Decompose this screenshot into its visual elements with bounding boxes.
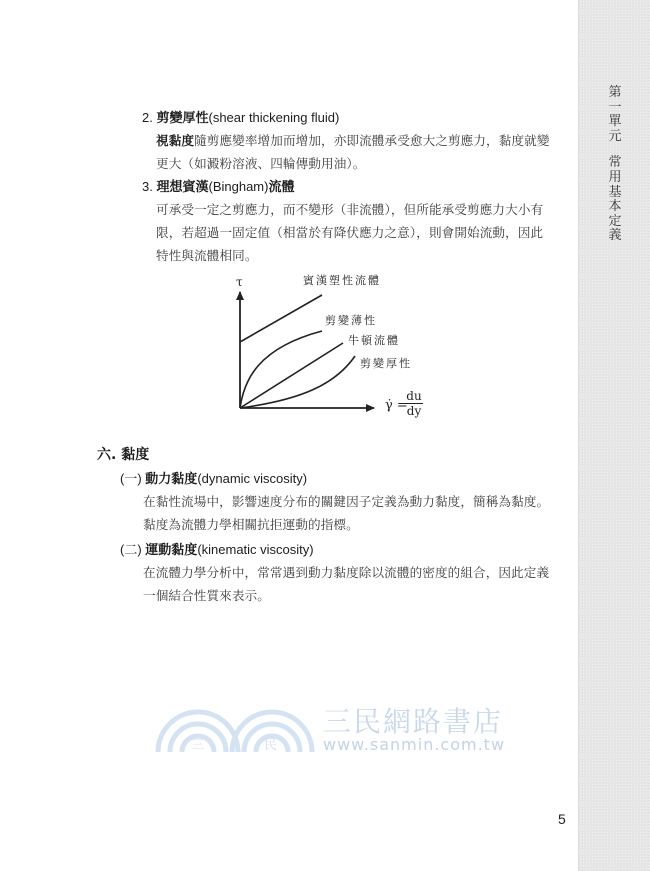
chapter-char: 單 [608,114,622,130]
item3-line2: 限，若超過一固定值（相當於有降伏應力之意），則會開始流動，因此 [156,225,544,240]
curve-label-thinning: 剪變薄性 [325,314,377,327]
fraction-numerator: du [406,389,422,403]
curve-label-bingham: 賓漢塑性流體 [303,274,381,287]
item2-line2: 更大（如澱粉溶液、四輪傳動用油）。 [156,156,366,171]
subsection1-line2: 黏度為流體力學相關抗拒運動的指標。 [143,517,359,532]
subsection-number: (一) [120,471,142,486]
section-heading: 六. 黏度 [97,447,150,463]
y-axis-label: τ [236,275,243,289]
item-title-en: (shear thickening fluid) [208,110,340,125]
chapter-char: 一 [608,99,622,115]
subsection1-heading [120,468,307,487]
watermark-logo-icon [150,690,320,755]
title-char: 基 [608,184,622,200]
x-axis-label-fraction [405,389,423,419]
item-title-en: (Bingham) [208,179,269,194]
paragraph-text: 隨剪應變率增加而增加，亦即流體承受愈大之剪應力，黏度就變 [194,133,550,148]
curve-label-newtonian: 牛頓流體 [348,334,400,347]
watermark-url: www.sanmin.com.tw [323,735,506,754]
watermark-logo-left: 三 [191,738,205,753]
chapter-char: 元 [608,128,622,144]
subsection-number: (二) [120,542,142,557]
subsection2-line2: 一個結合性質來表示。 [143,588,270,603]
chapter-title-vertical [579,86,650,244]
item-number: 3. [142,179,153,194]
title-char: 常 [608,155,622,171]
item-number: 2. [142,110,153,125]
chapter-char: 第 [608,85,622,100]
subsection-title: 運動黏度 [145,542,198,557]
curve-label-thickening: 剪變厚性 [360,357,412,370]
watermark-name: 三民網路書店 [323,705,504,738]
item3-line3: 特性與流體相同。 [156,248,258,263]
rheology-diagram [0,0,578,440]
subsection-title-en: (kinematic viscosity) [197,542,314,557]
chapter-sidebar [578,0,650,871]
subsection-title-en: (dynamic viscosity) [197,471,308,486]
item3-line1: 可承受一定之剪應力，而不變形（非流體），但所能承受剪應力大小有 [156,202,544,217]
shear-thickening-curve [240,356,355,408]
bold-term: 視黏度 [156,133,195,148]
fraction-denominator: dy [406,404,422,418]
item-title: 剪變厚性 [156,110,209,125]
title-char: 義 [608,228,622,244]
subsection2-heading [120,539,314,558]
item-title-suffix: 流體 [268,179,295,194]
subsection2-line1: 在流體力學分析中，常常遇到動力黏度除以流體的密度的組合，因此定義 [143,565,550,580]
page-number: 5 [558,811,566,827]
watermark-logo-right: 民 [264,738,278,753]
title-char: 用 [608,169,622,185]
title-char: 本 [608,199,622,215]
subsection-title: 動力黏度 [145,471,198,486]
subsection1-line1: 在黏性流場中，影響速度分布的關鍵因子定義為動力黏度，簡稱為黏度。 [143,494,550,509]
x-axis-label-lhs: γ̇ = [385,398,408,413]
shear-thinning-curve [240,331,322,408]
title-char: 定 [608,213,622,229]
item-title: 理想賓漢 [156,179,209,194]
